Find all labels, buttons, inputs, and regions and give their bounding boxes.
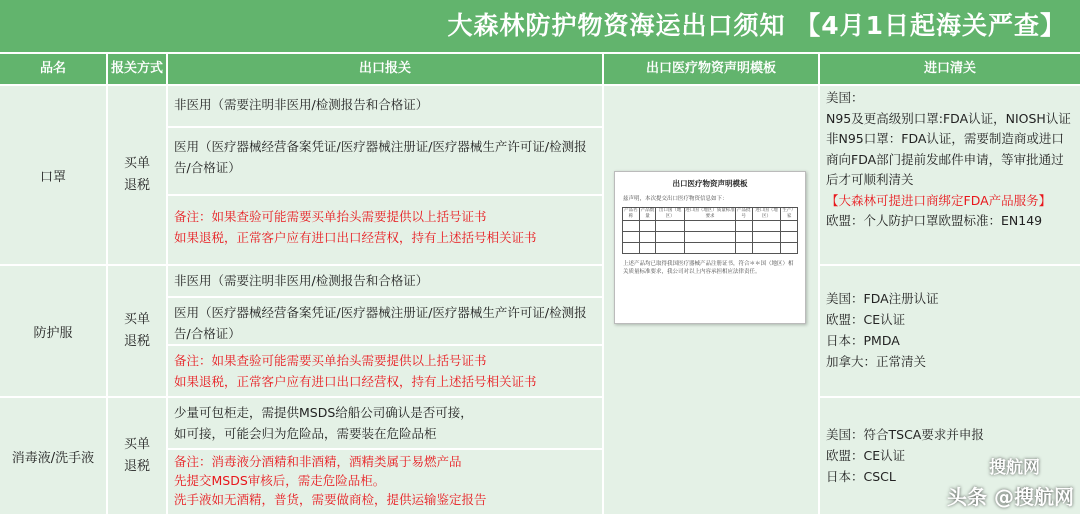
row-mask-method: 买单 退税: [108, 86, 166, 264]
row-disinfectant-export-note2: 备注：消毒液分酒精和非酒精，酒精类属于易燃产品 先提交MSDS审核后，需走危险品柜。 洗手液如无酒精，普货，需要做商检，提供运输鉴定报告: [168, 450, 602, 514]
header-product-name: 品名: [0, 54, 106, 84]
row-suit-export-medical: 医用（医疗器械经营备案凭证/医疗器械注册证/医疗器械生产许可证/检测报告/合格证）: [168, 298, 602, 344]
watermark-brand: 搜航网: [989, 458, 1040, 478]
template-col: 产品数量: [640, 208, 655, 219]
declaration-template-image: [614, 171, 806, 324]
header-import-clearance: 进口清关: [820, 54, 1080, 84]
template-col: 进口国（地区）质量标准要求: [685, 208, 735, 219]
row-suit-name: 防护服: [0, 266, 106, 396]
row-disinfectant-method: 买单 退税: [108, 398, 166, 514]
row-mask-export-medical: 医用（医疗器械经营备案凭证/医疗器械注册证/医疗器械生产许可证/检测报告/合格证）: [168, 128, 602, 194]
row-mask-import-highlight: 【大森林可提进口商绑定FDA产品服务】: [826, 192, 1052, 208]
row-mask-import: [820, 86, 1080, 264]
template-table: [622, 207, 798, 254]
row-disinfectant-export-note1: 少量可包柜走，需提供MSDS给船公司确认是否可接， 如可接，可能会归为危险品，需要装在危险品柜: [168, 398, 602, 448]
header-export-declaration: 出口报关: [168, 54, 602, 84]
row-suit-export-note: 备注：如果查验可能需要买单抬头需要提供以上括号证书 如果退税，正常客户应有进口出口经营权，持有上述括号相关证书: [168, 346, 602, 396]
row-mask-name: 口罩: [0, 86, 106, 264]
row-mask-export-nonmedical: 非医用（需要注明非医用/检测报告和合格证）: [168, 86, 602, 126]
row-mask-export-note: 备注：如果查验可能需要买单抬头需要提供以上括号证书 如果退税，正常客户应有进口出口经营权，持有上述括号相关证书: [168, 196, 602, 264]
row-mask-import-lines1: 美国： N95及更高级别口罩:FDA认证，NIOSH认证 非N95口罩：FDA认证，需要制造商或进口商向FDA部门提前发邮件申请，等审批通过后才可顺利清关: [826, 90, 1071, 187]
template-title: 出口医疗物资声明模板: [672, 179, 748, 188]
template-col: 产品名称: [624, 208, 638, 219]
row-suit-method: 买单 退税: [108, 266, 166, 396]
template-col: 产品批号: [737, 208, 751, 219]
row-suit-import: 美国：FDA注册认证 欧盟：CE认证 日本：PMDA 加拿大：正常清关: [820, 266, 1080, 396]
template-intro: 兹声明，本次提交出口医疗物资信息如下：: [623, 196, 728, 202]
template-col: 进口国（地区）: [752, 208, 781, 221]
row-disinfectant-import: 美国：符合TSCA要求并申报 欧盟：CE认证 日本：CSCL: [820, 398, 1080, 514]
template-footer: 上述产品均已取得我国医疗器械产品注册证书，符合＊＊国（地区）相关质量标准要求，我公司对以上内容承担相应法律责任。: [623, 261, 794, 275]
header-declaration-method: 报关方式: [108, 54, 166, 84]
row-disinfectant-name: 消毒液/洗手液: [0, 398, 106, 514]
template-col: 生产厂家: [782, 208, 796, 219]
template-col: 出口国（地区）: [656, 208, 685, 221]
row-suit-export-nonmedical: 非医用（需要注明非医用/检测报告和合格证）: [168, 266, 602, 296]
page-title: 大森林防护物资海运出口须知 【4月1日起海关严查】: [0, 0, 1080, 52]
header-template: 出口医疗物资声明模板: [604, 54, 818, 84]
watermark-tag: 头条 @搜航网: [947, 485, 1074, 509]
row-mask-import-lines2: 欧盟：个人防护口罩欧盟标准：EN149: [826, 213, 1043, 228]
